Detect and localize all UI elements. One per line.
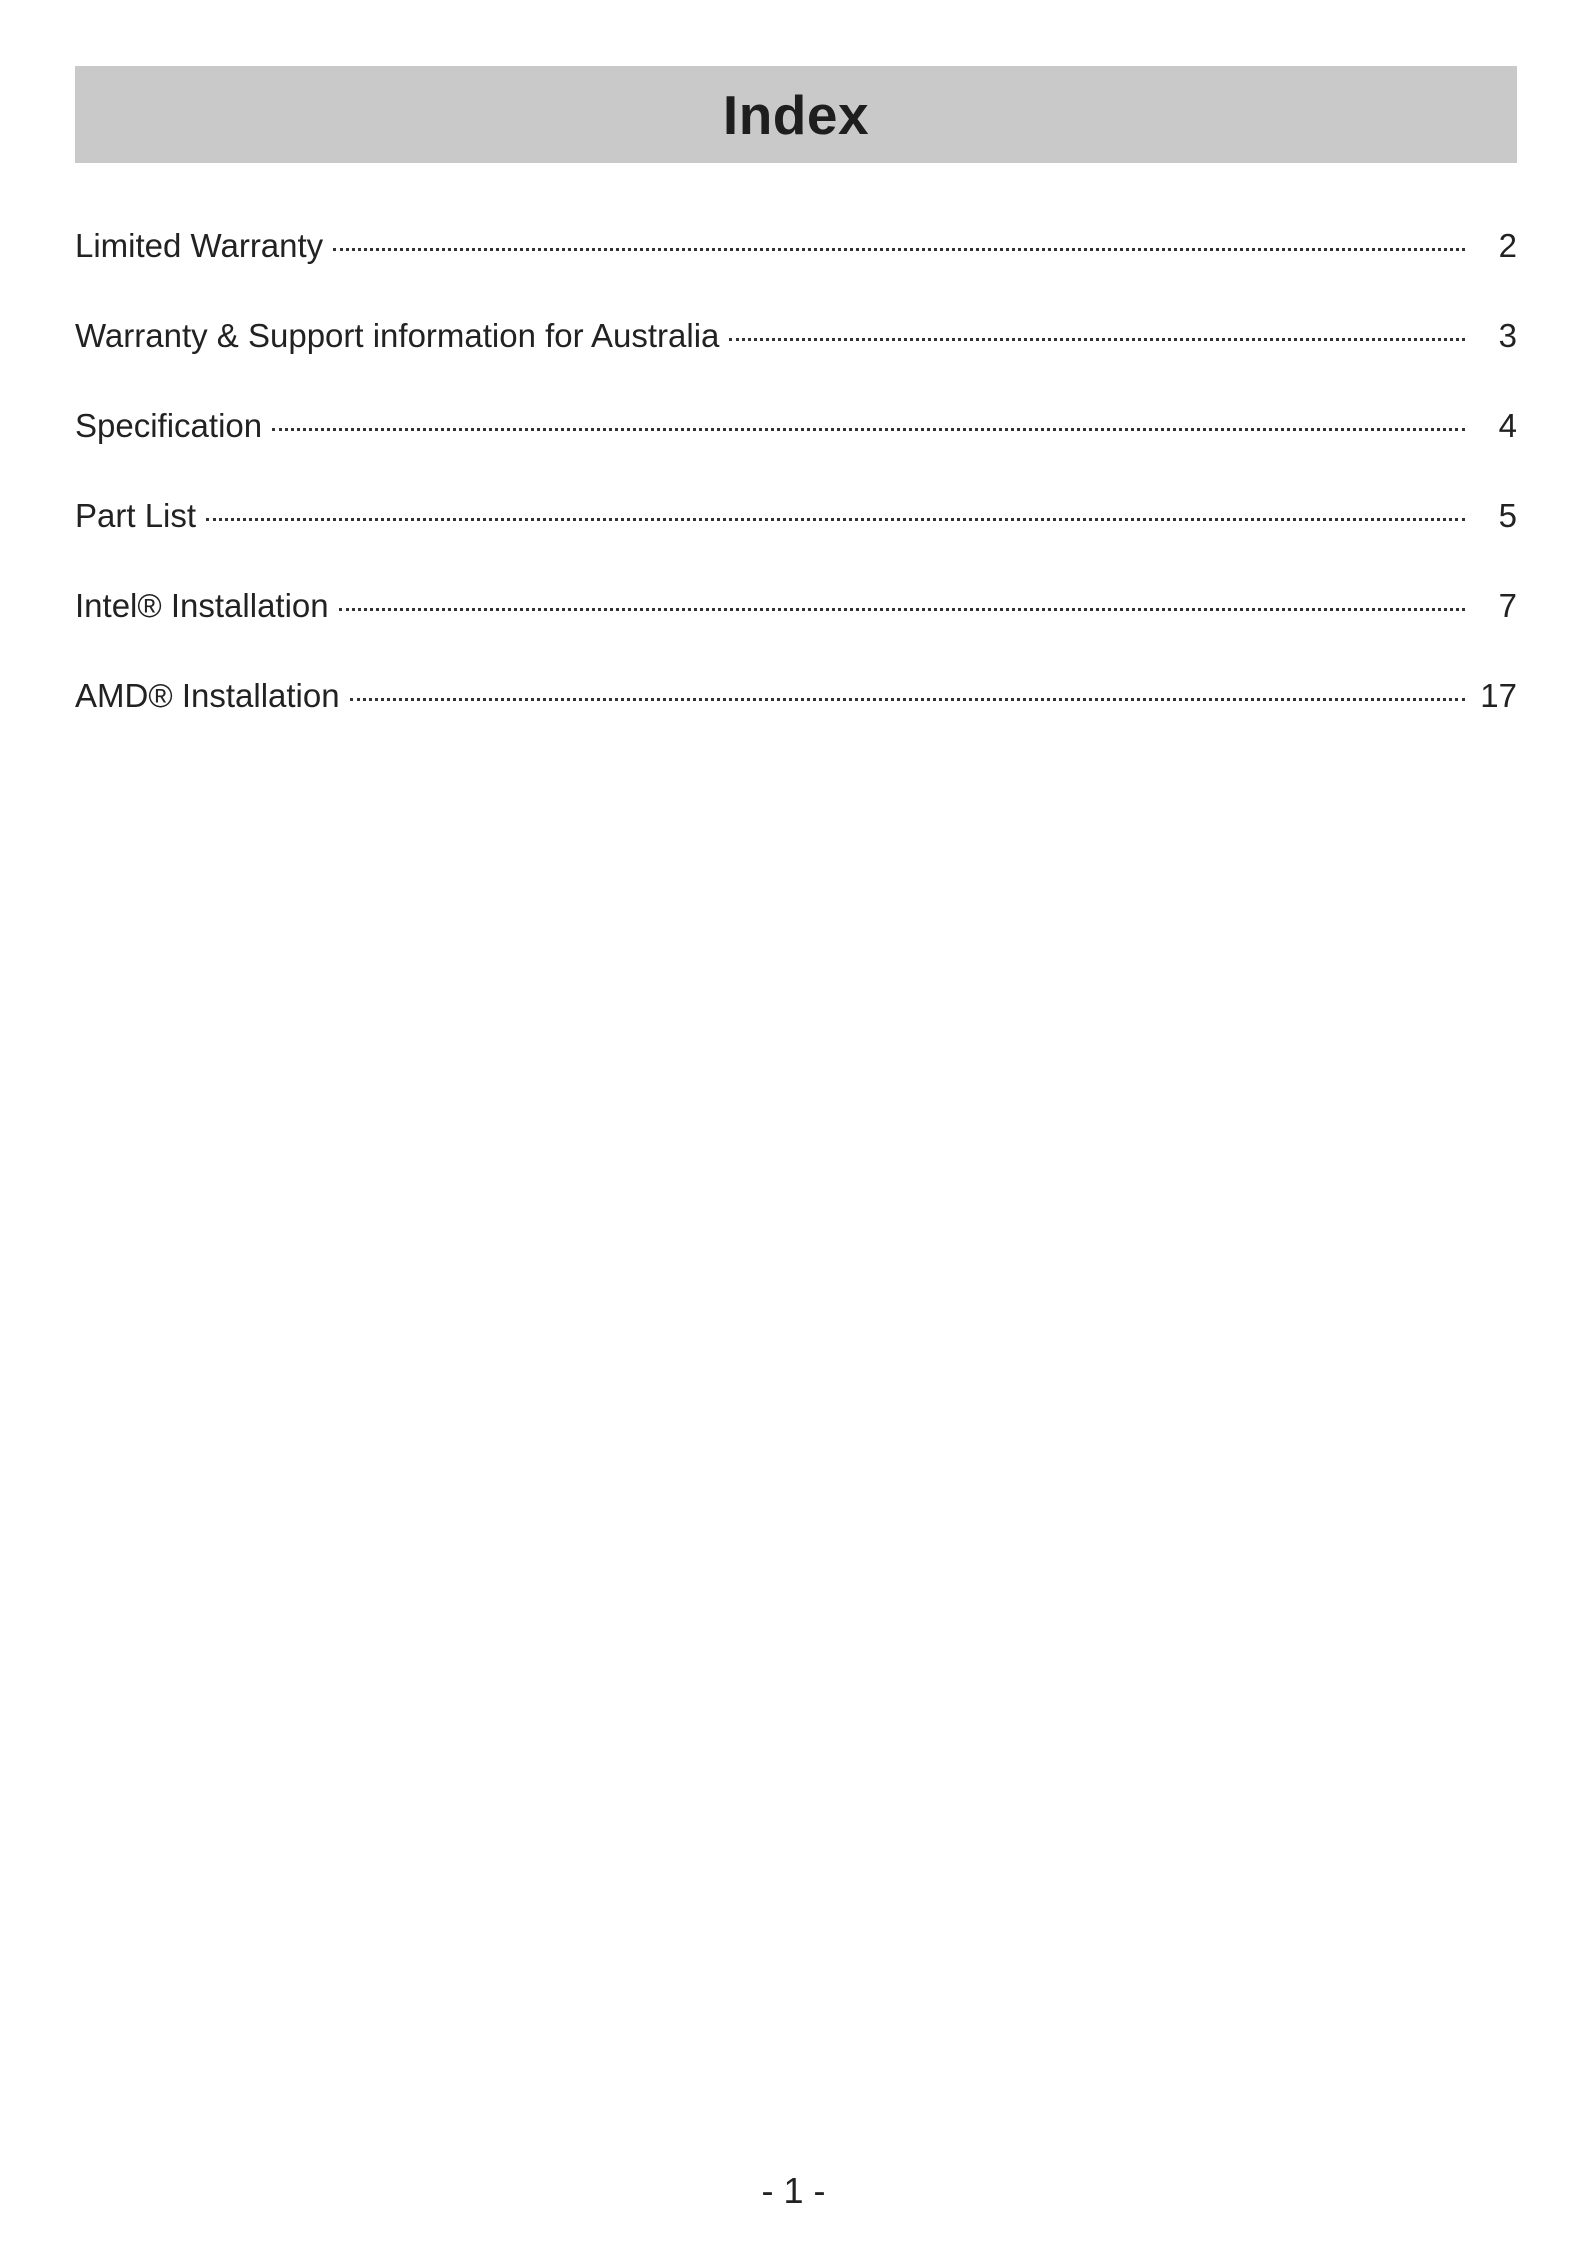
dot-leader <box>206 518 1465 521</box>
dot-leader <box>333 248 1465 251</box>
toc-item-warranty-support-australia[interactable] <box>75 304 1517 394</box>
table-of-contents <box>75 214 1517 754</box>
dot-leader <box>350 698 1465 701</box>
toc-item-page: 5 <box>1498 497 1517 534</box>
toc-item-page: 17 <box>1480 677 1517 714</box>
dot-leader <box>339 608 1465 611</box>
toc-item-limited-warranty[interactable] <box>75 214 1517 304</box>
toc-item-part-list[interactable] <box>75 484 1517 574</box>
title-banner <box>75 66 1517 163</box>
toc-item-label: Specification <box>75 407 263 444</box>
dot-leader <box>729 338 1465 341</box>
toc-item-label: AMD® Installation <box>75 677 340 714</box>
page-number: - 1 - <box>761 2170 826 2211</box>
toc-item-specification[interactable] <box>75 394 1517 484</box>
toc-item-page: 2 <box>1498 227 1517 264</box>
toc-item-label: Warranty & Support information for Australia <box>75 317 720 354</box>
toc-item-amd-installation[interactable] <box>75 664 1517 754</box>
dot-leader <box>272 428 1465 431</box>
toc-item-label: Intel® Installation <box>75 587 329 624</box>
page-title: Index <box>722 83 870 146</box>
toc-item-intel-installation[interactable] <box>75 574 1517 664</box>
toc-item-label: Limited Warranty <box>75 227 324 264</box>
toc-item-page: 7 <box>1498 587 1517 624</box>
toc-item-label: Part List <box>75 497 197 534</box>
toc-item-page: 3 <box>1498 317 1517 354</box>
toc-item-page: 4 <box>1498 407 1517 444</box>
